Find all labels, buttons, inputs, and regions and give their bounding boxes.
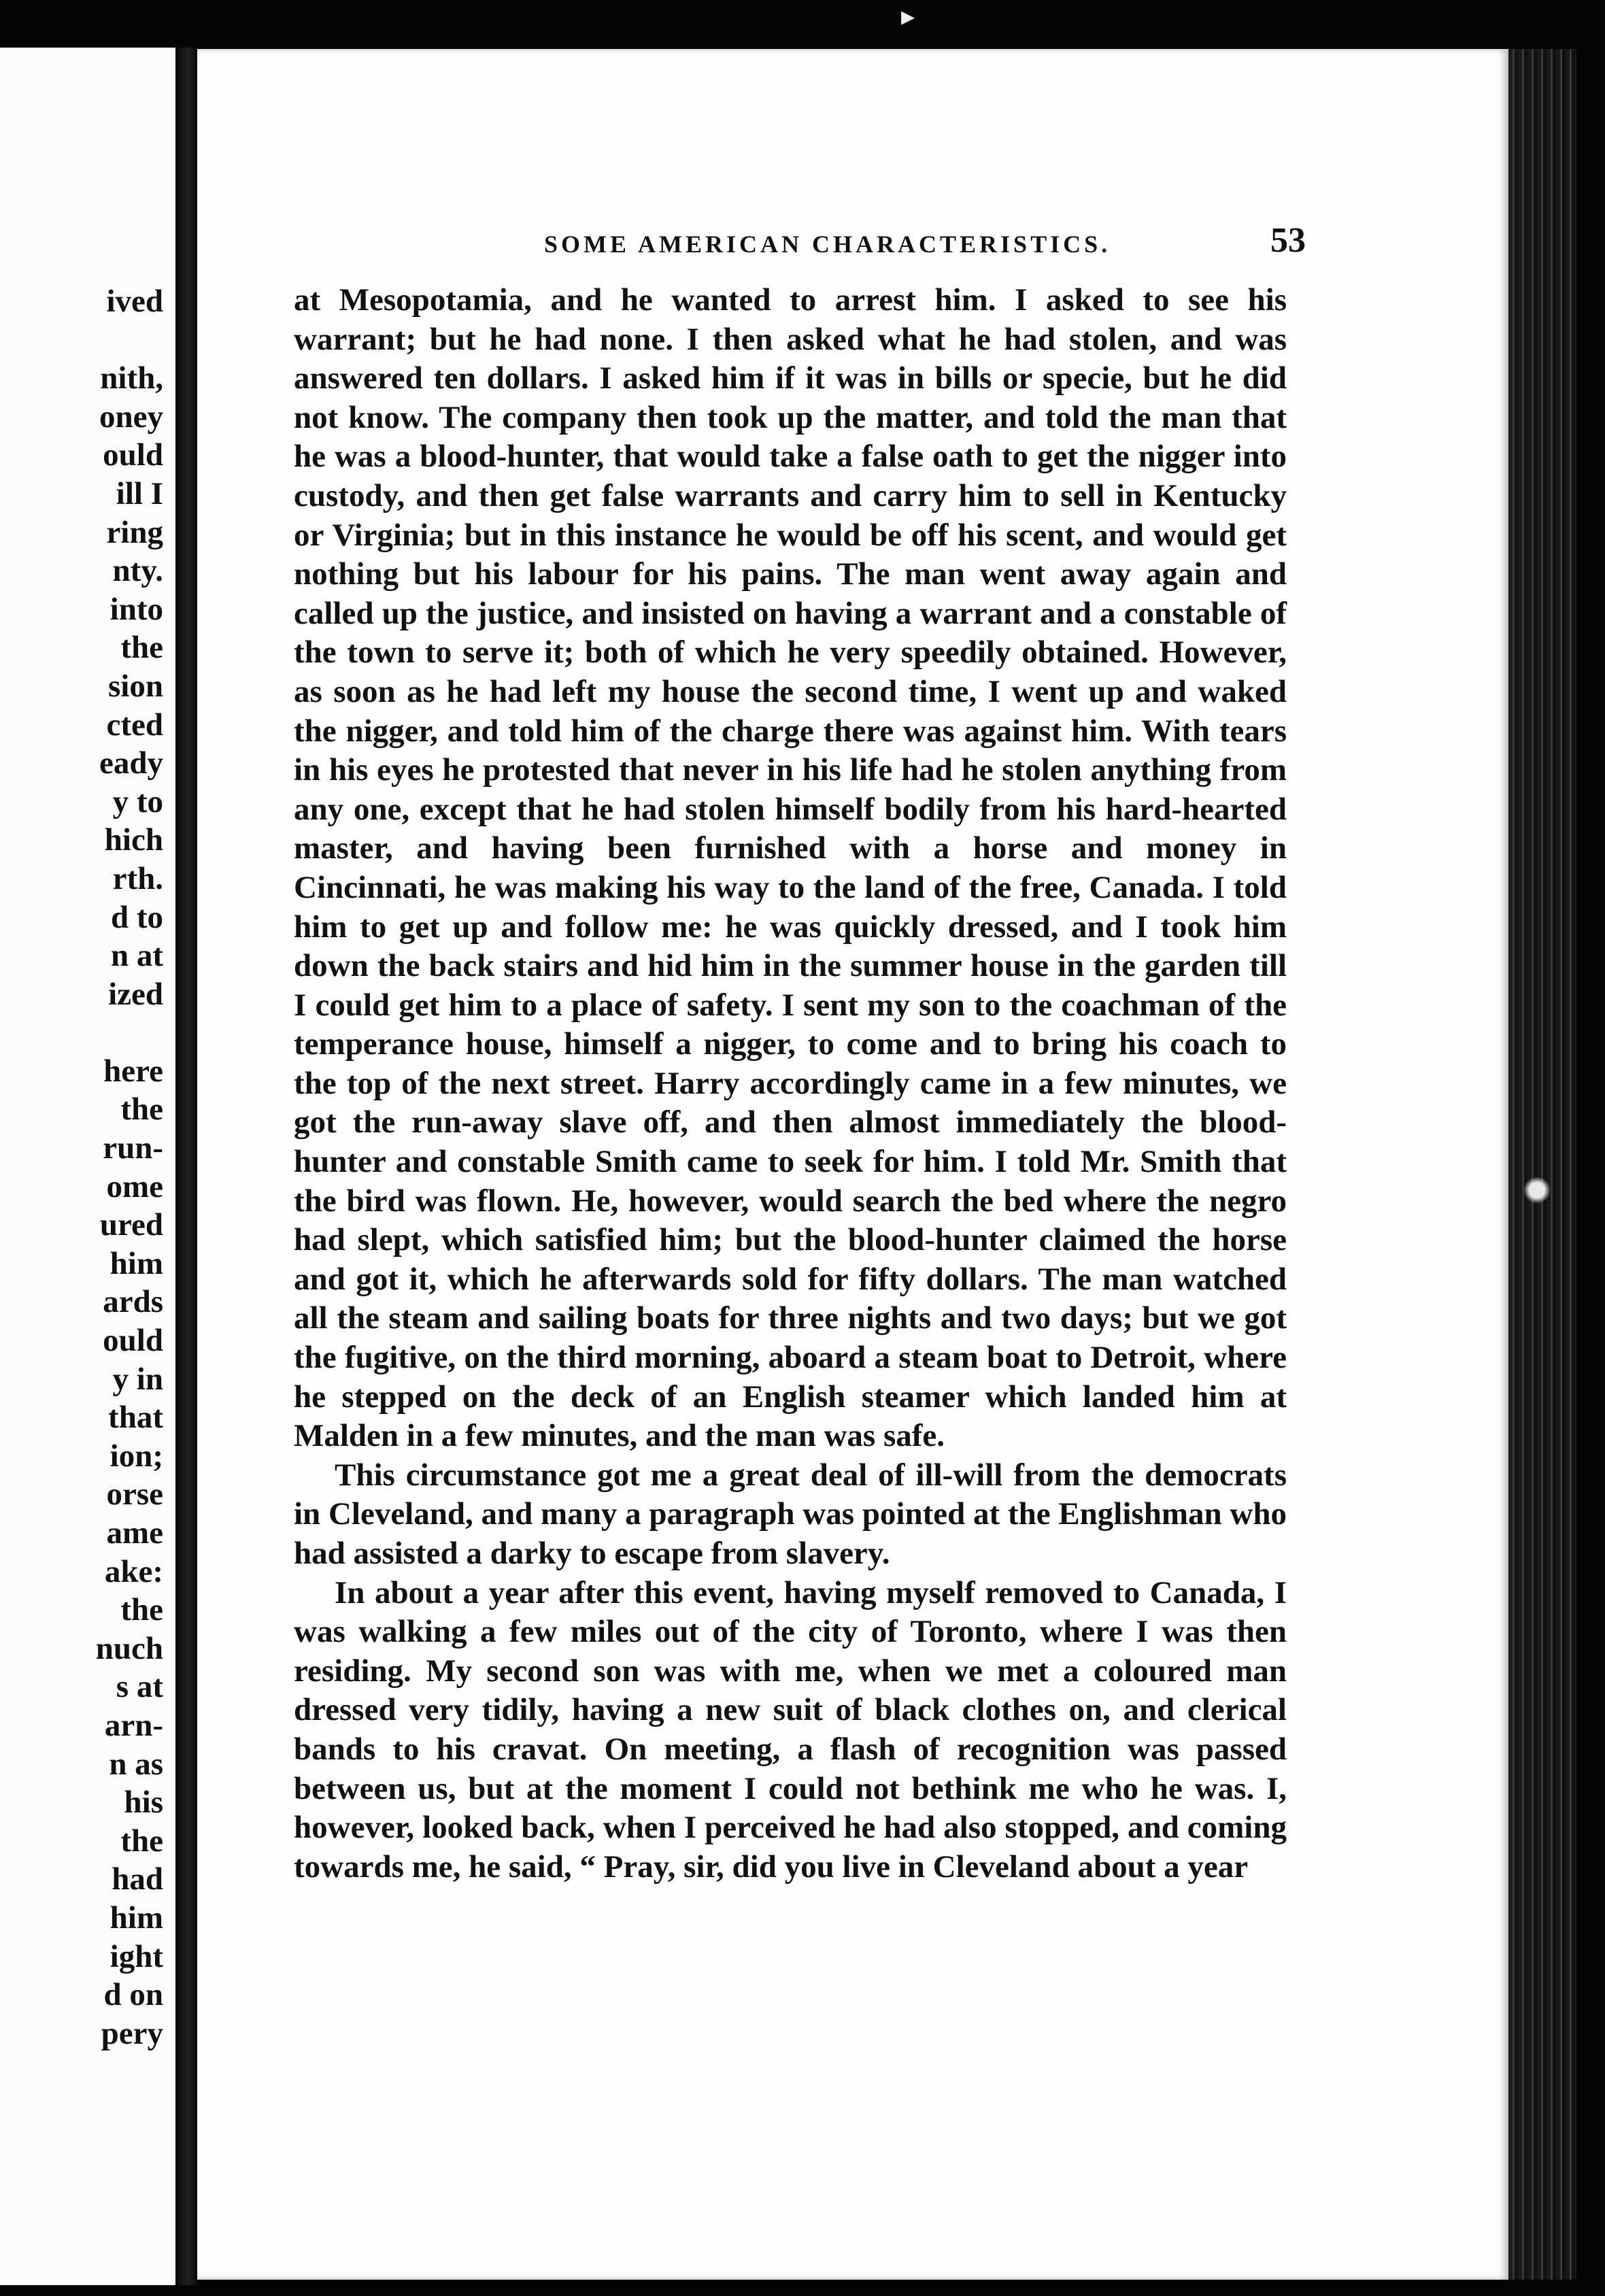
left-page-line: nith, [100, 360, 163, 396]
left-page-line: his [124, 1785, 163, 1821]
left-page-line: n at [110, 938, 163, 974]
left-page-line: ards [103, 1284, 163, 1320]
left-page-line: ring [106, 514, 163, 550]
left-page-line: eady [99, 745, 163, 781]
left-page-line: ould [103, 1323, 163, 1359]
left-page-text-fragment [96, 282, 163, 2053]
left-page-line: oney [99, 399, 163, 435]
left-page-line: ould [103, 437, 163, 473]
left-page-line: cted [106, 707, 163, 743]
left-page-line: ame [106, 1515, 163, 1551]
left-page-line [96, 321, 163, 360]
paragraph-3: In about a year after this event, having myself removed to Canada, I was walking a few miles out of the city of Toronto, where I was then residing. My second son was with me, when we met a coloured man dressed very tidily, having a new suit of black clothes on, and clerical bands to his cravat. On meeting, a flash of recognition was passed between us, but at the moment I could not bethink me who he was. I, however, looked back, when I perceived he had also stopped, and coming towards me, he said, “ Pray, sir, did you live in Cleveland about a year [294, 1574, 1287, 1885]
left-page-line: that [108, 1400, 163, 1436]
left-page-line: hich [104, 822, 163, 858]
left-page-line: nty. [112, 553, 163, 589]
left-page-line: pery [101, 2015, 163, 2051]
left-page-line: ome [106, 1168, 163, 1204]
left-page-line: the [120, 1092, 163, 1128]
left-page-line: here [103, 1053, 163, 1089]
left-page-line: the [120, 1592, 163, 1628]
left-page-line: had [112, 1861, 163, 1897]
left-page-line: him [109, 1245, 163, 1281]
left-page-line: d to [110, 899, 163, 935]
left-page-line: into [109, 591, 163, 627]
left-page-line: nuch [95, 1630, 163, 1666]
left-page-line: arn- [104, 1707, 163, 1743]
left-page-line: s at [116, 1669, 163, 1705]
left-facing-page [0, 48, 175, 2285]
left-page-line: y to [112, 783, 163, 820]
left-page-line: n as [109, 1746, 163, 1782]
running-title: SOME AMERICAN CHARACTERISTICS. [544, 231, 1111, 258]
left-page-line: sion [108, 668, 163, 704]
page-edge-highlight [1523, 1177, 1551, 1204]
paragraph-2: This circumstance got me a great deal of ill-will from the democrats in Cleveland, and many a paragraph was pointed at the Englishman who had assisted a darky to escape from slavery. [294, 1457, 1287, 1571]
left-page-line: him [109, 1900, 163, 1936]
left-page-line: ion; [109, 1438, 163, 1474]
page-top-mark: ▸ [901, 1, 915, 31]
body-text [294, 281, 1287, 1887]
paragraph-1: at Mesopotamia, and he wanted to arrest him. I asked to see his warrant; but he had none. I then asked what he had stolen, and was answered ten dollars. I asked him if it was in bills or specie, but he did not know. The company then took up the matter, and told the man that he was a blood-hunter, that would take a false oath to get the nigger into custody, and then get false warrants and carry him to sell in Kentucky or Virginia; but in this instance he would be off his scent, and would get nothing but his labour for his pains. The man went away again and called up the justice, and insisted on having a warrant and a constable of the town to serve it; both of which he very speedily obtained. However, as soon as he had left my house the second time, I went up and waked the nigger, and told him of the charge there was against him. With tears in his eyes he protested that never in his life had he stolen anything from any one, except that he had stolen himself bodily from his hard-hearted master, and having been furnished with a horse and money in Cincinnati, he was making his way to the land of the free, Canada. I told him to get up and follow me: he was quickly dressed, and I took him down the back stairs and hid him in the summer house in the garden till I could get him to a place of safety. I sent my son to the coachman of the temperance house, himself a nigger, to come and to bring his coach to the top of the next street. Harry accordingly came in a few minutes, we got the run-away slave off, and then almost immediately the blood-hunter and constable Smith came to seek for him. I told Mr. Smith that the bird was flown. He, however, would search the bed where the negro had slept, which satisfied him; but the blood-hunter claimed the horse and got it, which he afterwards sold for fifty dollars. The man watched all the steam and sailing boats for three nights and two days; but we got the fugitive, on the third morning, aboard a steam boat to Detroit, where he stepped on the deck of an English steamer which landed him at Malden in a few minutes, and the man was safe. [294, 282, 1287, 1454]
left-page-line [96, 1013, 163, 1052]
left-page-line: y in [112, 1361, 163, 1397]
left-page-line: ized [108, 976, 163, 1012]
left-page-line: ill I [116, 475, 163, 511]
left-page-line: the [120, 1823, 163, 1859]
page-edges [1508, 49, 1576, 2280]
left-page-line: ake: [104, 1553, 163, 1589]
left-page-line: ured [99, 1207, 163, 1243]
left-page-line: ight [109, 1938, 163, 1974]
page-number: 53 [1270, 221, 1306, 260]
left-page-line: ived [106, 284, 163, 319]
left-page-line: orse [106, 1476, 163, 1513]
book-gutter [175, 48, 197, 2285]
left-page-line: the [120, 630, 163, 666]
left-page-line: d on [103, 1977, 163, 2013]
left-page-line: rth. [112, 860, 163, 896]
left-page-line: run- [103, 1130, 163, 1166]
page-header [544, 221, 1306, 265]
